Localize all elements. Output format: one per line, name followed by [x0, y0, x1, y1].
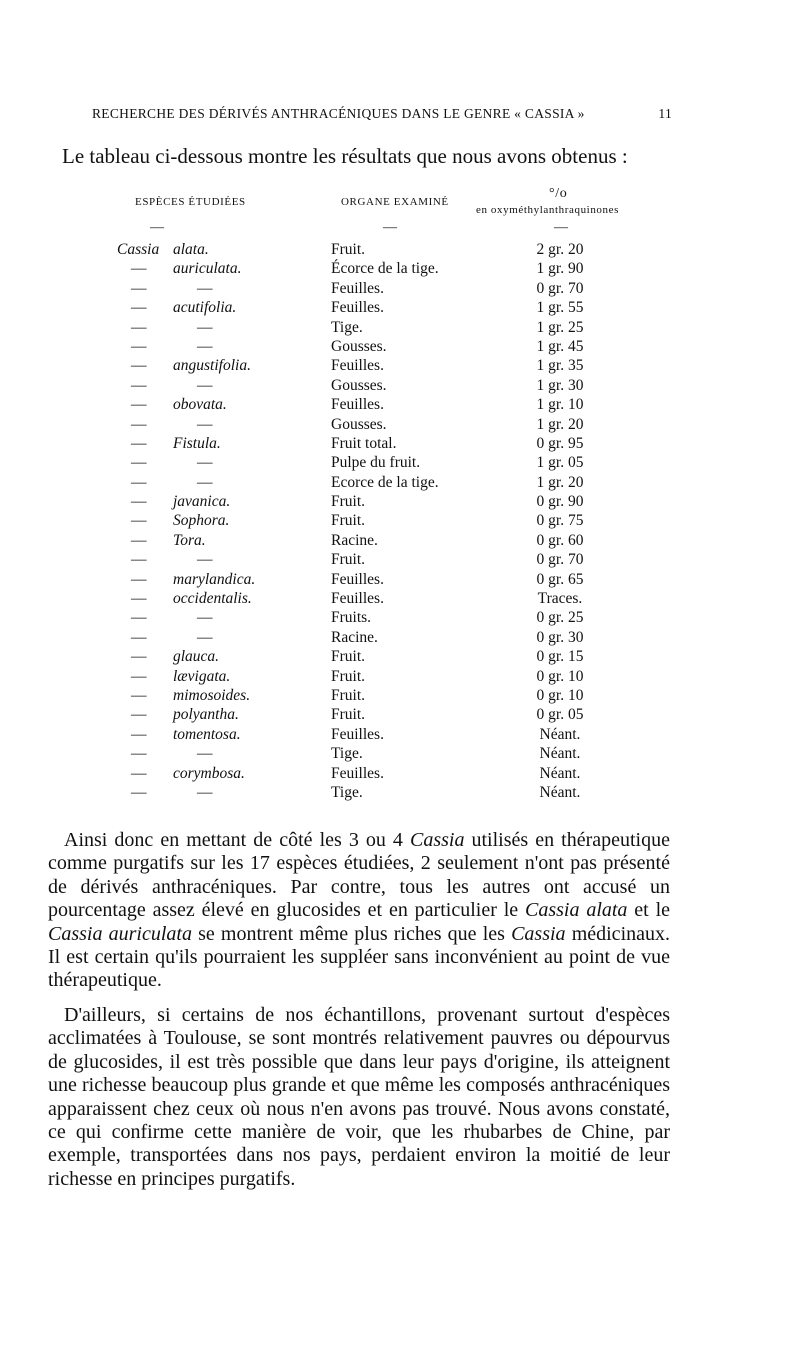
ditto-dash: —	[131, 706, 147, 724]
organ-cell: Feuilles.	[331, 570, 384, 588]
column-header-percent-sign: °/o	[549, 186, 568, 201]
page-number: 11	[658, 106, 672, 121]
species-cell: mimosoides.	[173, 686, 251, 704]
organ-cell: Fruit.	[331, 551, 366, 569]
value-cell: 0 gr. 70	[536, 279, 584, 297]
value-cell: 0 gr. 10	[536, 667, 584, 685]
ditto-dash: —	[131, 551, 147, 569]
species-cell: —	[197, 376, 213, 394]
species-cell: angustifolia.	[173, 357, 251, 375]
species-cell: tomentosa.	[173, 725, 241, 743]
paragraph-conclusion	[48, 829, 670, 993]
column-header-organ: ORGANE EXAMINÉ	[341, 196, 449, 208]
ditto-dash: —	[131, 570, 147, 588]
ditto-dash: —	[131, 454, 147, 472]
ditto-dash: —	[131, 415, 147, 433]
table-row	[0, 454, 800, 473]
species-cell: —	[197, 745, 213, 763]
value-cell: 1 gr. 20	[536, 473, 584, 491]
organ-cell: Feuilles.	[331, 396, 384, 414]
value-cell: 1 gr. 55	[536, 299, 584, 317]
organ-cell: Fruit.	[331, 686, 366, 704]
organ-cell: Feuilles.	[331, 590, 384, 608]
table-row	[0, 551, 800, 570]
species-cell: —	[197, 279, 213, 297]
ditto-dash: —	[131, 493, 147, 511]
table-row	[0, 532, 800, 551]
table-row	[0, 299, 800, 318]
organ-cell: Fruit.	[331, 648, 366, 666]
table-row	[0, 629, 800, 648]
ditto-dash: —	[131, 764, 147, 782]
species-cell: —	[197, 454, 213, 472]
table-row	[0, 745, 800, 764]
ditto-dash: —	[131, 337, 147, 355]
value-cell: 0 gr. 95	[536, 434, 584, 452]
organ-cell: Fruit total.	[331, 434, 397, 452]
value-cell: 1 gr. 45	[536, 337, 584, 355]
organ-cell: Racine.	[331, 531, 378, 549]
table-row	[0, 648, 800, 667]
column-header-species: ESPÈCES ÉTUDIÉES	[135, 196, 246, 208]
table-row	[0, 396, 800, 415]
organ-cell: Racine.	[331, 628, 378, 646]
ditto-dash: —	[131, 531, 147, 549]
species-cell: —	[197, 609, 213, 627]
species-cell: auriculata.	[173, 260, 242, 278]
ditto-dash: —	[131, 318, 147, 336]
species-cell: Sophora.	[173, 512, 230, 530]
species-cell: acutifolia.	[173, 299, 237, 317]
ditto-dash: —	[131, 783, 147, 801]
organ-cell: Fruits.	[331, 609, 372, 627]
table-row	[0, 416, 800, 435]
table-body	[0, 241, 800, 803]
ditto-dash: —	[131, 279, 147, 297]
running-title: RECHERCHE DES DÉRIVÉS ANTHRACÉNIQUES DANS LE GENRE « CASSIA »	[92, 106, 585, 121]
organ-cell: Feuilles.	[331, 299, 384, 317]
ditto-dash: —	[131, 357, 147, 375]
species-cell: —	[197, 318, 213, 336]
ditto-dash: —	[131, 725, 147, 743]
italic-term: Cassia alata	[525, 899, 628, 922]
species-cell: Tora.	[173, 531, 206, 549]
species-cell: —	[197, 337, 213, 355]
value-cell: 1 gr. 35	[536, 357, 584, 375]
header-dash-species: —	[150, 220, 164, 235]
value-cell: 0 gr. 30	[536, 628, 584, 646]
table-row	[0, 357, 800, 376]
table-row	[0, 241, 800, 260]
ditto-dash: —	[131, 512, 147, 530]
species-cell: glauca.	[173, 648, 220, 666]
species-cell: Fistula.	[173, 434, 221, 452]
table-row	[0, 280, 800, 299]
species-cell: —	[197, 628, 213, 646]
species-cell: —	[197, 551, 213, 569]
value-cell: 0 gr. 75	[536, 512, 584, 530]
table-row	[0, 260, 800, 279]
value-cell: 1 gr. 25	[536, 318, 584, 336]
species-cell: javanica.	[173, 493, 231, 511]
species-cell: —	[197, 473, 213, 491]
ditto-dash: —	[131, 628, 147, 646]
value-cell: 0 gr. 90	[536, 493, 584, 511]
value-cell: 1 gr. 30	[536, 376, 584, 394]
ditto-dash: —	[131, 609, 147, 627]
species-cell: corymbosa.	[173, 764, 245, 782]
value-cell: Néant.	[539, 745, 581, 763]
organ-cell: Feuilles.	[331, 725, 384, 743]
table-row	[0, 319, 800, 338]
table-row	[0, 784, 800, 803]
table-row	[0, 609, 800, 628]
table-row	[0, 706, 800, 725]
header-dash-percent: —	[554, 220, 568, 235]
table-row	[0, 765, 800, 784]
column-header-percent: en oxyméthylanthraquinones	[476, 204, 619, 216]
table-row	[0, 687, 800, 706]
value-cell: 2 gr. 20	[536, 241, 584, 258]
species-cell: obovata.	[173, 396, 227, 414]
paragraph-text: médicinaux. Il est certain qu'ils pourraient les suppléer sans inconvénient au point de vue thérapeutique.	[48, 922, 670, 992]
table-row	[0, 590, 800, 609]
table-row	[0, 512, 800, 531]
value-cell: 0 gr. 10	[536, 686, 584, 704]
value-cell: 0 gr. 60	[536, 531, 584, 549]
italic-term: Cassia	[511, 922, 566, 945]
value-cell: Néant.	[539, 764, 581, 782]
value-cell: 1 gr. 10	[536, 396, 584, 414]
ditto-dash: —	[131, 648, 147, 666]
ditto-dash: —	[131, 299, 147, 317]
intro-sentence: Le tableau ci-dessous montre les résultats que nous avons obtenus :	[62, 144, 628, 168]
table-row	[0, 435, 800, 454]
organ-cell: Écorce de la tige.	[331, 260, 439, 278]
organ-cell: Fruit.	[331, 241, 366, 258]
value-cell: 1 gr. 90	[536, 260, 584, 278]
paragraph-text: D'ailleurs, si certains de nos échantillons, provenant surtout d'espèces acclimatées à Toulouse, se sont montrés relativement pauvres ou dépourvus de glucosides, il est très possible que dans leur pays d'origine, ils atteignent une richesse beaucoup plus grande et que même les composés anthracéniques apparaissent chez ceux où nous n'en avons pas trouvé. Nous avons constaté, ce qui confirme cette manière de voir, que les rhubarbes de Chine, par exemple, transportées dans nos pays, perdaient environ la moitié de leur richesse en principes purgatifs.	[48, 1004, 670, 1190]
organ-cell: Tige.	[331, 745, 363, 763]
italic-term: Cassia auriculata	[48, 922, 192, 945]
species-cell: occidentalis.	[173, 590, 252, 608]
organ-cell: Tige.	[331, 783, 363, 801]
paragraph-text: et le	[627, 899, 671, 922]
species-cell: —	[197, 415, 213, 433]
organ-cell: Gousses.	[331, 376, 387, 394]
species-cell: polyantha.	[173, 706, 239, 724]
paragraph-text: utilisés en thérapeutique comme purgatifs sur les 17 espèces étudiées, 2 seulement n'ont pas présenté de dérivés anthracéniques. Par contre, tous les autres ont accusé un pourcentage assez élevé en glucosides et en particulier le	[48, 829, 670, 922]
organ-cell: Feuilles.	[331, 764, 384, 782]
table-row	[0, 474, 800, 493]
value-cell: Traces.	[537, 590, 583, 608]
table-row	[0, 493, 800, 512]
genus-name: Cassia	[117, 241, 160, 258]
species-cell: lævigata.	[173, 667, 231, 685]
organ-cell: Tige.	[331, 318, 363, 336]
ditto-dash: —	[131, 396, 147, 414]
value-cell: Néant.	[539, 783, 581, 801]
species-cell: marylandica.	[173, 570, 256, 588]
ditto-dash: —	[131, 686, 147, 704]
value-cell: 1 gr. 05	[536, 454, 584, 472]
table-row	[0, 571, 800, 590]
ditto-dash: —	[131, 376, 147, 394]
value-cell: 0 gr. 70	[536, 551, 584, 569]
species-cell: alata.	[173, 241, 209, 258]
table-row	[0, 377, 800, 396]
value-cell: 1 gr. 20	[536, 415, 584, 433]
value-cell: Néant.	[539, 725, 581, 743]
italic-term: Cassia	[409, 829, 465, 851]
organ-cell: Fruit.	[331, 667, 366, 685]
paragraph-text: Ainsi donc en mettant de côté les 3 ou 4	[64, 829, 410, 851]
table-row	[0, 338, 800, 357]
ditto-dash: —	[131, 745, 147, 763]
ditto-dash: —	[131, 667, 147, 685]
value-cell: 0 gr. 05	[536, 706, 584, 724]
value-cell: 0 gr. 25	[536, 609, 584, 627]
organ-cell: Gousses.	[331, 337, 387, 355]
organ-cell: Fruit.	[331, 493, 366, 511]
ditto-dash: —	[131, 434, 147, 452]
ditto-dash: —	[131, 590, 147, 608]
table-row	[0, 726, 800, 745]
paragraph-discussion	[48, 1004, 670, 1191]
value-cell: 0 gr. 65	[536, 570, 584, 588]
organ-cell: Fruit.	[331, 706, 366, 724]
value-cell: 0 gr. 15	[536, 648, 584, 666]
header-dash-organ: —	[383, 220, 397, 235]
ditto-dash: —	[131, 473, 147, 491]
species-cell: —	[197, 783, 213, 801]
organ-cell: Ecorce de la tige.	[331, 473, 439, 491]
organ-cell: Gousses.	[331, 415, 387, 433]
organ-cell: Fruit.	[331, 512, 366, 530]
ditto-dash: —	[131, 260, 147, 278]
table-row	[0, 668, 800, 687]
organ-cell: Feuilles.	[331, 357, 384, 375]
organ-cell: Feuilles.	[331, 279, 384, 297]
organ-cell: Pulpe du fruit.	[331, 454, 421, 472]
paragraph-text: se montrent même plus riches que les	[191, 922, 512, 945]
